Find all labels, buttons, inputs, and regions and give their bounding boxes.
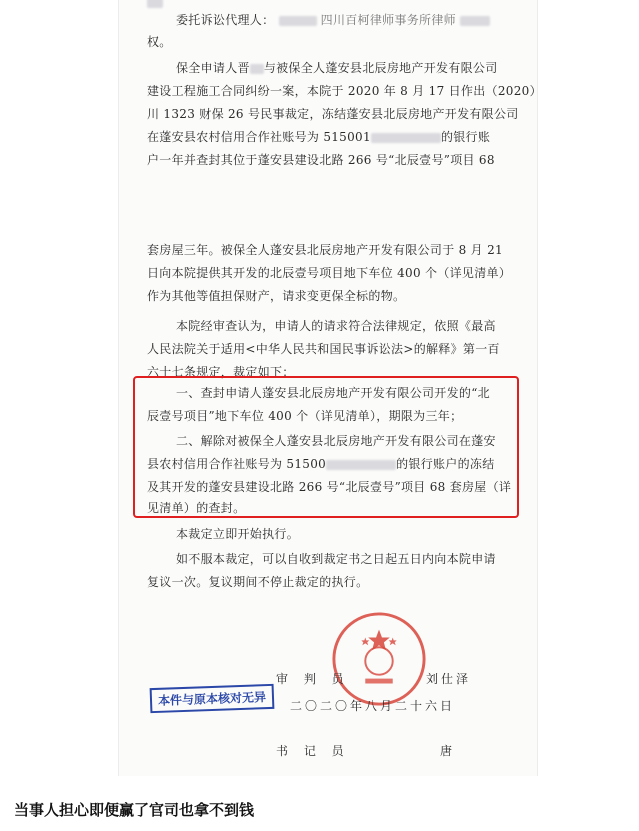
clerk-name: 唐 [440, 744, 459, 758]
para2-line3: 作为其他等值担保财产，请求变更保全标的物。 [147, 289, 406, 303]
agent-label: 委托诉讼代理人： [176, 13, 275, 27]
para1-line3: 川 1323 财保 26 号民事裁定，冻结蓬安县北辰房地产开发有限公司 [147, 107, 519, 121]
para4-line3: 复议一次。复议期间不停止裁定的执行。 [147, 575, 369, 589]
ruling-line5: 及其开发的蓬安县建设北路 266 号“北辰壹号”项目 68 套房屋（详 [147, 480, 512, 494]
judge-name: 刘仕泽 [426, 672, 472, 686]
para3-line1: 本院经审查认为，申请人的请求符合法律规定，依照《最高 [176, 319, 496, 333]
clerk-label: 书 记 员 [276, 744, 350, 758]
para1-text-b: 与被保全人蓬安县北辰房地产开发有限公司 [263, 61, 498, 75]
para1-account-tail: 的银行账 [440, 130, 491, 144]
para1-account: 在蓬安县农村信用合作社账号为 515001 [147, 130, 371, 144]
top-cut-line [147, 0, 163, 10]
para2-line2: 日向本院提供其开发的北辰壹号项目地下车位 400 个（详见清单） [147, 266, 512, 280]
line-quan: 权。 [147, 35, 172, 49]
para1-line5: 户一年并查封其位于蓬安县建设北路 266 号“北辰壹号”项目 68 [147, 153, 495, 167]
ruling-line1: 一、查封申请人蓬安县北辰房地产开发有限公司开发的“北 [176, 386, 490, 400]
para3-line2: 人民法院关于适用<中华人民共和国民事诉讼法>的解释》第一百 [147, 342, 500, 356]
ruling-line3: 二、解除对被保全人蓬安县北辰房地产开发有限公司在蓬安 [176, 434, 496, 448]
para1-line1 [176, 60, 498, 76]
ruling-line4 [147, 456, 495, 472]
para1-line2: 建设工程施工合同纠纷一案，本院于 2020 年 8 月 17 日作出（2020） [147, 84, 542, 98]
para4-line1: 本裁定立即开始执行。 [176, 527, 300, 541]
verification-stamp: 本件与原本核对无异 [150, 684, 275, 713]
ruling-date: 二〇二〇年八月二十六日 [290, 699, 456, 713]
para1-line4 [147, 129, 490, 145]
para2-line1: 套房屋三年。被保全人蓬安县北辰房地产开发有限公司于 8 月 21 [147, 243, 503, 257]
para4-line2: 如不服本裁定，可以自收到裁定书之日起五日内向本院申请 [176, 552, 496, 566]
article-caption: 当事人担心即便赢了官司也拿不到钱 [14, 801, 255, 819]
ruling-line6: 见清单）的查封。 [147, 501, 246, 515]
agent-line [176, 12, 490, 28]
ruling-account-tail: 的银行账户的冻结 [396, 457, 495, 471]
ruling-account: 县农村信用合作社账号为 51500 [147, 457, 327, 471]
ruling-line2: 辰壹号项目”地下车位 400 个（详见清单），期限为三年； [147, 409, 463, 423]
judge-label: 审 判 员 [276, 672, 350, 686]
para1-text-a: 保全申请人晋 [176, 61, 250, 75]
para3-line3: 六十七条规定，裁定如下： [147, 365, 295, 379]
agent-firm: 四川百柯律师事务所律师 [320, 13, 456, 27]
